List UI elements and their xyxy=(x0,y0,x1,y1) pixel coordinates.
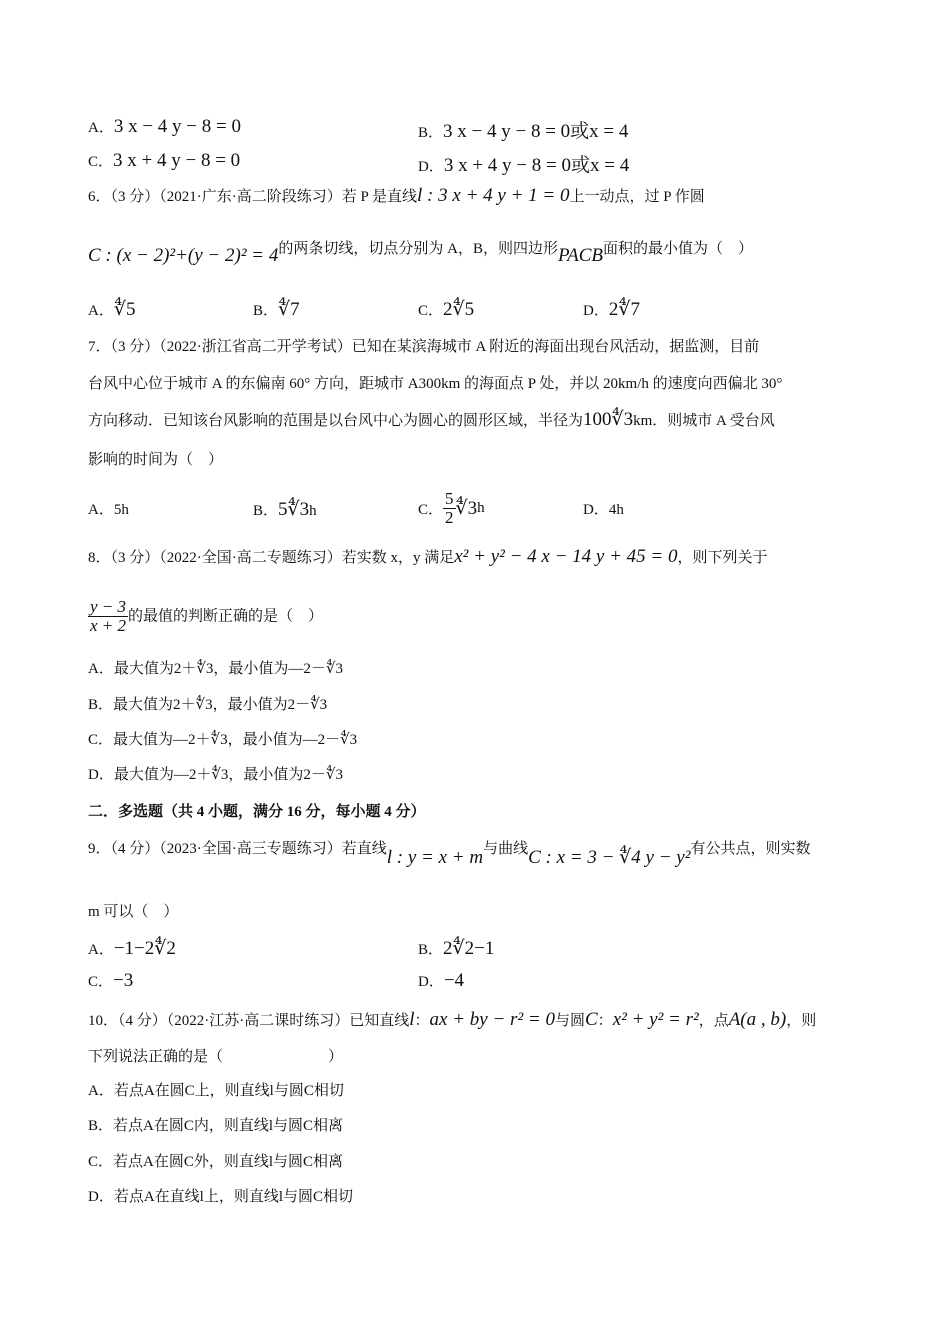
q10-option-c: C．若点A在圆C外，则直线l与圆C相离 xyxy=(88,1154,344,1170)
q8-stem-line1: 8．（3 分）（2022·全国·高二专题练习）若实数 x，y 满足x² + y² − 4 x − 14 y + 45 = 0，则下列关于 xyxy=(88,546,768,567)
q6-option-b: B．∜7 xyxy=(253,299,300,320)
q9-stem-line1: 9．（4 分）（2023·全国·高三专题练习）若直线l : y = x + m与曲线C : x = 3 − ∜4 y − y²有公共点，则实数 xyxy=(88,841,811,868)
q7-stem-line2: 台风中心位于城市 A 的东偏南 60° 方向，距城市 A300km 的海面点 P 处，并以 20km/h 的速度向西偏北 30° xyxy=(88,376,783,392)
q5-options-row1 xyxy=(0,116,950,142)
q5-option-a: A．3 x − 4 y − 8 = 0 xyxy=(88,116,241,137)
q9-options-row2 xyxy=(0,970,950,996)
q8-fraction: $\frac{y - 3}{x + 2}$ xyxy=(90,597,127,635)
q6-option-d: D．2∜7 xyxy=(583,299,640,320)
q5-option-b: B．3 x − 4 y − 8 = 0或x = 4 xyxy=(418,121,629,142)
q5-option-d: D．3 x + 4 y − 8 = 0或x = 4 xyxy=(418,155,630,176)
q7-option-d: D．4h xyxy=(583,502,624,518)
q9-option-d: D．−4 xyxy=(418,970,465,991)
q9-options-row1 xyxy=(0,937,950,963)
q10-option-b: B．若点A在圆C内，则直线l与圆C相离 xyxy=(88,1118,344,1134)
q8-option-a: A．最大值为2＋∜3，最小值为—2－∜3 xyxy=(88,661,343,677)
q10-option-a: A．若点A在圆C上，则直线l与圆C相切 xyxy=(88,1083,344,1099)
q6-option-a: A．∜5 xyxy=(88,299,136,320)
q10-option-d: D．若点A在直线l上，则直线l与圆C相切 xyxy=(88,1189,354,1205)
q9-option-c: C．−3 xyxy=(88,970,134,991)
q6-stem-line2: C : (x − 2)²+(y − 2)² = 4的两条切线，切点分别为 A，B，则四边形PACB面积的最小值为（ ） xyxy=(88,241,754,266)
q7-option-b: B．5∜3h xyxy=(253,499,317,520)
q7-stem-line3: 方向移动．已知该台风影响的范围是以台风中心为圆心的圆形区域，半径为100∜3km．则城市 A 受台风 xyxy=(88,409,775,430)
q8-option-d: D．最大值为—2＋∜3，最小值为2－∜3 xyxy=(88,767,343,783)
q10-stem-line1: 10．（4 分）（2022·江苏·高二课时练习）已知直线l：ax + by − r² = 0与圆C：x² + y² = r²，点A(a , b)，则 xyxy=(88,1009,817,1030)
q8-stem-line2: $\frac{y - 3}{x + 2}$ 的最值的判断正确的是（ ） xyxy=(90,597,324,635)
q6-stem-line1: 6．（3 分）（2021·广东·高二阶段练习）若 P 是直线l : 3 x + 4 y + 1 = 0上一动点，过 P 作圆 xyxy=(88,185,705,206)
q7-stem-line1: 7．（3 分）（2022·浙江省高二开学考试）已知在某滨海城市 A 附近的海面出现台风活动，据监测，目前 xyxy=(88,339,760,355)
q9-option-b: B．2∜2−1 xyxy=(418,938,495,959)
q7-option-c-fraction: $\frac{5}{2}$ xyxy=(445,489,454,527)
q8-option-c: C．最大值为—2＋∜3，最小值为—2－∜3 xyxy=(88,732,358,748)
q5-option-c: C．3 x + 4 y − 8 = 0 xyxy=(88,150,241,171)
q7-option-a: A．5h xyxy=(88,502,129,518)
q7-option-c: C． $\frac{5}{2}$ ∜3h xyxy=(418,489,485,527)
section-heading: 二．多选题（共 4 小题，满分 16 分，每小题 4 分） xyxy=(88,804,426,820)
q6-option-c: C．2∜5 xyxy=(418,299,475,320)
q7-stem-line4: 影响的时间为（ ） xyxy=(88,452,224,468)
q7-options xyxy=(0,490,950,534)
q10-stem-line2: 下列说法正确的是（ ） xyxy=(88,1049,344,1065)
q5-options-row2 xyxy=(0,150,950,176)
q8-option-b: B．最大值为2＋∜3，最小值为2－∜3 xyxy=(88,697,328,713)
q9-stem-line2: m 可以（ ） xyxy=(88,904,179,920)
q6-options xyxy=(0,298,950,324)
q9-option-a: A．−1−2∜2 xyxy=(88,938,176,959)
